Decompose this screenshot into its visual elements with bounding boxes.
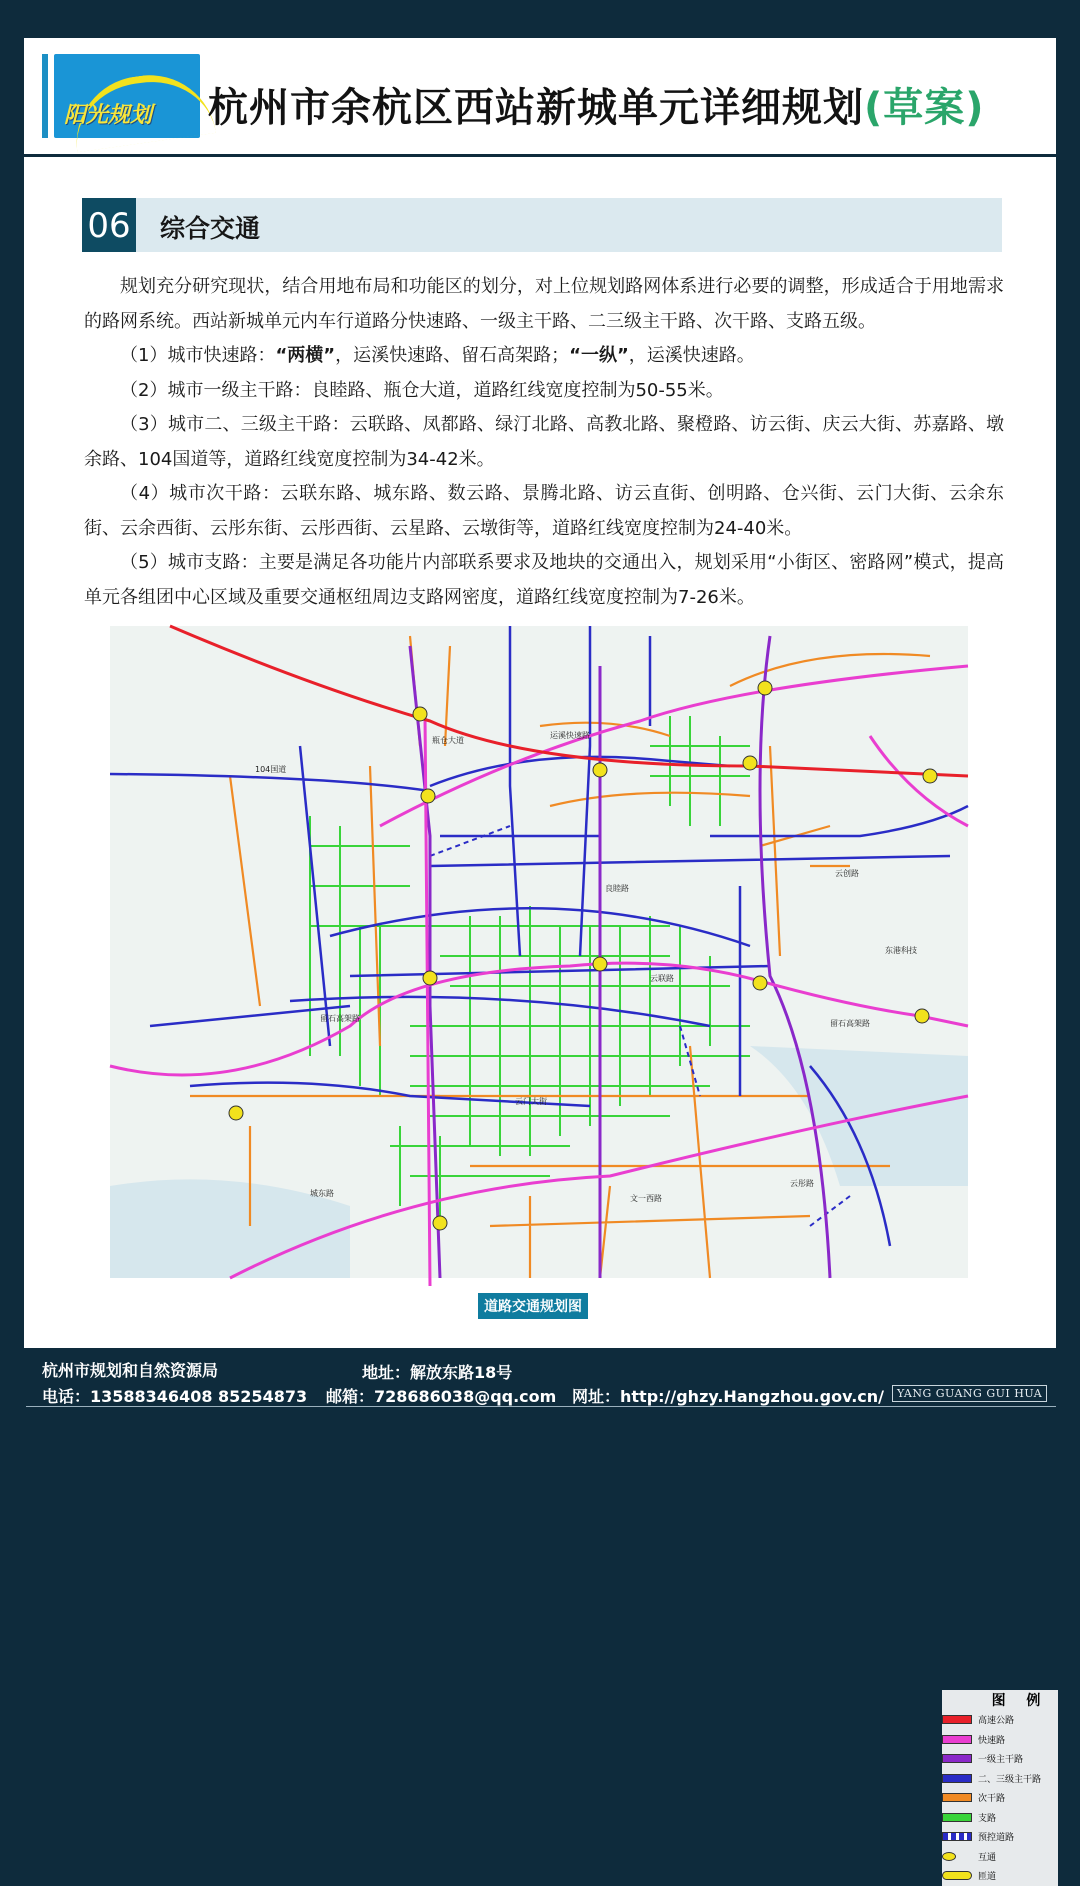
svg-text:云彤路: 云彤路 [790, 1179, 814, 1188]
legend-label: 高速公路 [978, 1716, 1015, 1727]
page-title [208, 76, 985, 133]
svg-text:104国道: 104国道 [255, 765, 287, 774]
legend-swatch-interchange-icon [942, 1852, 956, 1861]
footer-org: 杭州市规划和自然资源局 [42, 1361, 219, 1380]
svg-text:留石高架路: 留石高架路 [320, 1014, 360, 1023]
legend-swatch-ramp-icon [942, 1871, 972, 1880]
legend-swatch-primary [942, 1754, 972, 1763]
para-fragment: ，运溪快速路、留石高架路； [335, 345, 570, 366]
paragraph-collector: （4）城市次干路：云联东路、城东路、数云路、景腾北路、访云直街、创明路、仓兴街、云门大街、云余东街、云余西街、云彤东街、云彤西街、云星路、云墩街等，道路红线宽度控制为24-40米。 [84, 483, 1004, 539]
legend-label: 匝道 [978, 1872, 997, 1883]
section-number: 06 [82, 198, 136, 252]
page-title-draft: (草案) [864, 85, 985, 131]
legend-item [942, 1710, 1058, 1730]
map-caption: 道路交通规划图 [478, 1293, 588, 1319]
paragraph-expressway [84, 339, 1004, 374]
header [24, 38, 1056, 156]
section-title: 综合交通 [160, 214, 261, 243]
footer-phone: 电话：13588346408 85254873 [42, 1387, 308, 1406]
footer-email[interactable]: 邮箱：728686038@qq.com [326, 1387, 557, 1406]
road-map-svg [110, 626, 968, 1278]
footer-address: 地址：解放东路18号 [362, 1363, 513, 1382]
legend-swatch-secondary [942, 1774, 972, 1783]
svg-text:云创路: 云创路 [835, 869, 859, 878]
legend-item [942, 1847, 1058, 1867]
footer-divider [26, 1406, 1056, 1407]
header-divider [24, 154, 1056, 157]
page-title-main: 杭州市余杭区西站新城单元详细规划 [208, 85, 864, 131]
paragraph-primary-arterial: （2）城市一级主干路：良睦路、瓶仓大道，道路红线宽度控制为50-55米。 [120, 379, 724, 401]
para-emphasis: “一纵” [569, 345, 629, 366]
svg-text:城东路: 城东路 [310, 1189, 334, 1198]
para-fragment: ，运溪快速路。 [628, 345, 755, 366]
footer [0, 1348, 1080, 1439]
legend-label: 一级主干路 [978, 1755, 1024, 1766]
paragraph-secondary-arterial: （3）城市二、三级主干路：云联路、凤都路、绿汀北路、高教北路、聚橙路、访云街、庆云大街、苏嘉路、墩余路、104国道等，道路红线宽度控制为34-42米。 [84, 414, 1004, 470]
header-accent-bar [42, 54, 48, 138]
legend-label: 支路 [978, 1813, 997, 1824]
legend-label: 预控道路 [978, 1833, 1015, 1844]
footer-website[interactable]: 网址：http://ghzy.Hangzhou.gov.cn/ [572, 1387, 884, 1406]
legend-item [942, 1788, 1058, 1808]
legend-item [942, 1827, 1058, 1847]
svg-text:运溪快速路: 运溪快速路 [550, 731, 590, 740]
legend-item [942, 1866, 1058, 1886]
svg-text:云门大街: 云门大街 [515, 1097, 547, 1106]
svg-text:文一西路: 文一西路 [630, 1194, 662, 1203]
legend-label: 快速路 [978, 1735, 1006, 1746]
legend-item [942, 1730, 1058, 1750]
logo-text: 阳光规划 [64, 103, 153, 128]
legend-swatch-branch [942, 1813, 972, 1822]
legend-swatch-highway [942, 1715, 972, 1724]
map-legend [942, 1690, 1058, 1886]
svg-text:留石高架路: 留石高架路 [830, 1019, 870, 1028]
legend-label: 次干路 [978, 1794, 1006, 1805]
legend-swatch-collector [942, 1793, 972, 1802]
footer-brand-mark: YANG GUANG GUI HUA [892, 1385, 1047, 1402]
svg-text:瓶仓大道: 瓶仓大道 [432, 736, 464, 745]
svg-text:良睦路: 良睦路 [605, 884, 629, 893]
legend-label: 互通 [978, 1852, 997, 1863]
para-emphasis: “两横” [275, 345, 336, 366]
paragraph-branch: （5）城市支路：主要是满足各功能片内部联系要求及地块的交通出入，规划采用“小街区、密路网”模式，提高单元各组团中心区域及重要交通枢纽周边支路网密度，道路红线宽度控制为7-26米。 [84, 552, 1004, 608]
svg-text:东港科技: 东港科技 [885, 946, 917, 955]
svg-text:云联路: 云联路 [650, 974, 674, 983]
body-text [84, 270, 1004, 615]
legend-item [942, 1808, 1058, 1828]
brand-logo [54, 54, 200, 138]
legend-label: 二、三级主干路 [978, 1774, 1042, 1785]
legend-swatch-expressway [942, 1735, 972, 1744]
legend-swatch-planned [942, 1832, 972, 1841]
paragraph-intro: 规划充分研究现状，结合用地布局和功能区的划分，对上位规划路网体系进行必要的调整，形成适合于用地需求的路网系统。西站新城单元内车行道路分快速路、一级主干路、二三级主干路、次干路、支路五级。 [84, 276, 1004, 332]
section-header [82, 198, 1002, 252]
legend-item [942, 1749, 1058, 1769]
para-fragment: （1）城市快速路： [120, 345, 276, 366]
legend-item [942, 1769, 1058, 1789]
legend-title: 图 例 [991, 1693, 1049, 1709]
